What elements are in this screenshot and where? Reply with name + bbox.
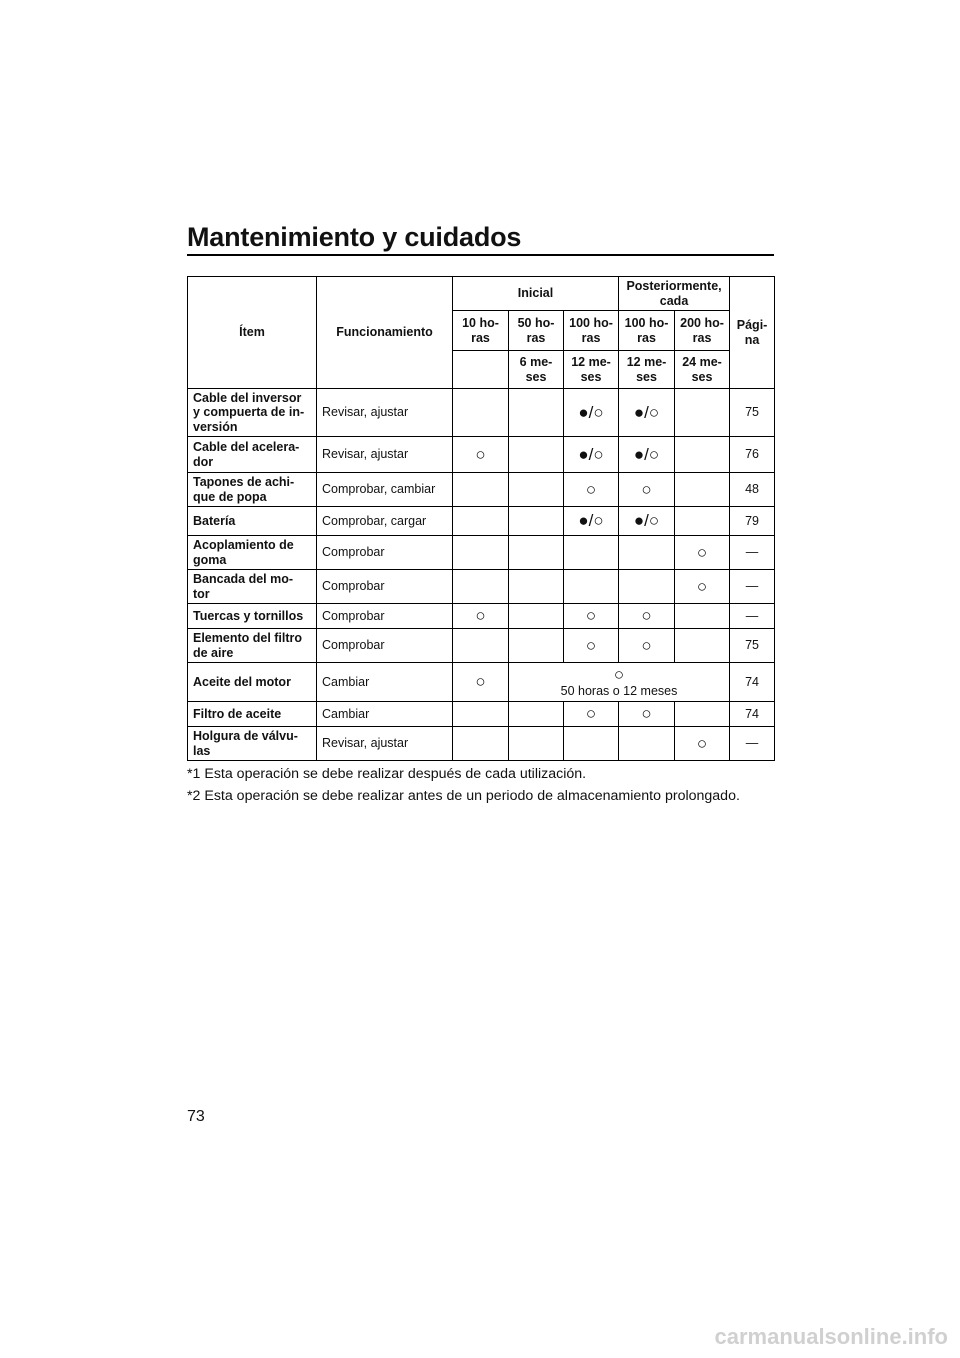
interval-mark: ○: [619, 473, 675, 507]
row-item: Filtro de aceite: [188, 702, 317, 727]
interval-mark: [509, 473, 564, 507]
title-rule: [187, 254, 774, 256]
interval-mark: ○: [675, 570, 730, 604]
header-page: Pági- na: [730, 277, 775, 389]
row-operation: Comprobar, cargar: [317, 507, 453, 536]
row-page: 75: [730, 629, 775, 663]
interval-mark: [619, 536, 675, 570]
interval-mark: [509, 604, 564, 629]
row-page: 48: [730, 473, 775, 507]
interval-mark: ●/○: [564, 507, 619, 536]
row-operation: Comprobar: [317, 570, 453, 604]
table-row: [188, 629, 775, 663]
header-months-3: 12 me- ses: [564, 351, 619, 389]
interval-mark: [453, 389, 509, 437]
interval-mark: [675, 629, 730, 663]
interval-mark: ●/○: [564, 437, 619, 473]
watermark: carmanualsonline.info: [714, 1324, 948, 1349]
interval-mark: ○: [675, 727, 730, 761]
interval-mark: [619, 570, 675, 604]
header-hours-3: 100 ho- ras: [564, 311, 619, 351]
table-row: [188, 663, 775, 702]
interval-mark: ○: [619, 702, 675, 727]
row-page: —: [730, 536, 775, 570]
row-page: —: [730, 570, 775, 604]
row-item: Acoplamiento de goma: [188, 536, 317, 570]
header-hours-5: 200 ho- ras: [675, 311, 730, 351]
table-row: [188, 727, 775, 761]
header-months-1: [453, 351, 509, 389]
row-page: 74: [730, 663, 775, 702]
row-page: 76: [730, 437, 775, 473]
row-page: —: [730, 604, 775, 629]
row-operation: Comprobar: [317, 629, 453, 663]
interval-mark: ●/○: [564, 389, 619, 437]
interval-mark: [509, 437, 564, 473]
interval-mark: [453, 702, 509, 727]
maintenance-table: [187, 276, 775, 761]
table-row: [188, 702, 775, 727]
interval-mark: [675, 473, 730, 507]
row-page: 74: [730, 702, 775, 727]
header-initial: Inicial: [453, 277, 619, 311]
interval-mark: [453, 727, 509, 761]
header-item: Ítem: [188, 277, 317, 389]
row-page: 75: [730, 389, 775, 437]
row-item: Batería: [188, 507, 317, 536]
interval-span-cell: [509, 663, 730, 702]
header-operation: Funcionamiento: [317, 277, 453, 389]
interval-mark: [564, 570, 619, 604]
interval-mark: ○: [453, 437, 509, 473]
header-thereafter: Posteriormente, cada: [619, 277, 730, 311]
interval-mark: [619, 727, 675, 761]
row-page: 79: [730, 507, 775, 536]
interval-mark: ○: [675, 536, 730, 570]
interval-mark: ○: [619, 604, 675, 629]
page-number: 73: [187, 1108, 205, 1125]
header-hours-2: 50 ho- ras: [509, 311, 564, 351]
header-months-2: 6 me- ses: [509, 351, 564, 389]
interval-mark: ○: [564, 629, 619, 663]
interval-mark: [509, 629, 564, 663]
header-hours-1: 10 ho- ras: [453, 311, 509, 351]
page-title: Mantenimiento y cuidados: [187, 222, 522, 252]
row-item: Aceite del motor: [188, 663, 317, 702]
table-row: [188, 437, 775, 473]
row-item: Holgura de válvu- las: [188, 727, 317, 761]
table-row: [188, 570, 775, 604]
interval-mark: ○: [453, 663, 509, 702]
header-hours-4: 100 ho- ras: [619, 311, 675, 351]
interval-mark: ○: [619, 629, 675, 663]
interval-mark: [509, 389, 564, 437]
row-item: Tapones de achi- que de popa: [188, 473, 317, 507]
interval-mark: ○: [564, 702, 619, 727]
interval-mark: ●/○: [619, 389, 675, 437]
interval-mark: [509, 570, 564, 604]
interval-mark: ○: [613, 664, 625, 684]
row-operation: Revisar, ajustar: [317, 389, 453, 437]
footnotes: [187, 766, 787, 810]
header-months-5: 24 me- ses: [675, 351, 730, 389]
table-row: [188, 536, 775, 570]
row-operation: Revisar, ajustar: [317, 437, 453, 473]
interval-mark: [675, 389, 730, 437]
interval-mark: [453, 473, 509, 507]
row-item: Cable del inversor y compuerta de in- versión: [188, 389, 317, 437]
interval-mark: [675, 437, 730, 473]
row-operation: Comprobar: [317, 604, 453, 629]
interval-mark: [509, 702, 564, 727]
interval-mark: ○: [564, 473, 619, 507]
row-item: Bancada del mo- tor: [188, 570, 317, 604]
footnote-2: *2 Esta operación se debe realizar antes de un periodo de almacenamiento prolongado.: [187, 788, 740, 804]
interval-mark: [509, 536, 564, 570]
interval-note: 50 horas o 12 meses: [560, 684, 678, 699]
row-operation: Revisar, ajustar: [317, 727, 453, 761]
table-row: [188, 507, 775, 536]
table-row: [188, 389, 775, 437]
interval-mark: [453, 629, 509, 663]
row-operation: Cambiar: [317, 663, 453, 702]
interval-mark: [564, 536, 619, 570]
row-operation: Comprobar, cambiar: [317, 473, 453, 507]
interval-mark: [453, 570, 509, 604]
interval-mark: [453, 507, 509, 536]
table-row: [188, 604, 775, 629]
row-item: Cable del acelera- dor: [188, 437, 317, 473]
row-item: Elemento del filtro de aire: [188, 629, 317, 663]
interval-mark: [453, 536, 509, 570]
interval-mark: [675, 507, 730, 536]
interval-mark: ●/○: [619, 437, 675, 473]
interval-mark: [564, 727, 619, 761]
table-row: [188, 473, 775, 507]
row-page: —: [730, 727, 775, 761]
row-operation: Comprobar: [317, 536, 453, 570]
footnote-1: *1 Esta operación se debe realizar después de cada utilización.: [187, 766, 587, 782]
row-item: Tuercas y tornillos: [188, 604, 317, 629]
interval-mark: [675, 604, 730, 629]
interval-mark: [675, 702, 730, 727]
interval-mark: ○: [453, 604, 509, 629]
interval-mark: [509, 507, 564, 536]
interval-mark: ●/○: [619, 507, 675, 536]
interval-mark: [509, 727, 564, 761]
row-operation: Cambiar: [317, 702, 453, 727]
interval-mark: ○: [564, 604, 619, 629]
header-months-4: 12 me- ses: [619, 351, 675, 389]
